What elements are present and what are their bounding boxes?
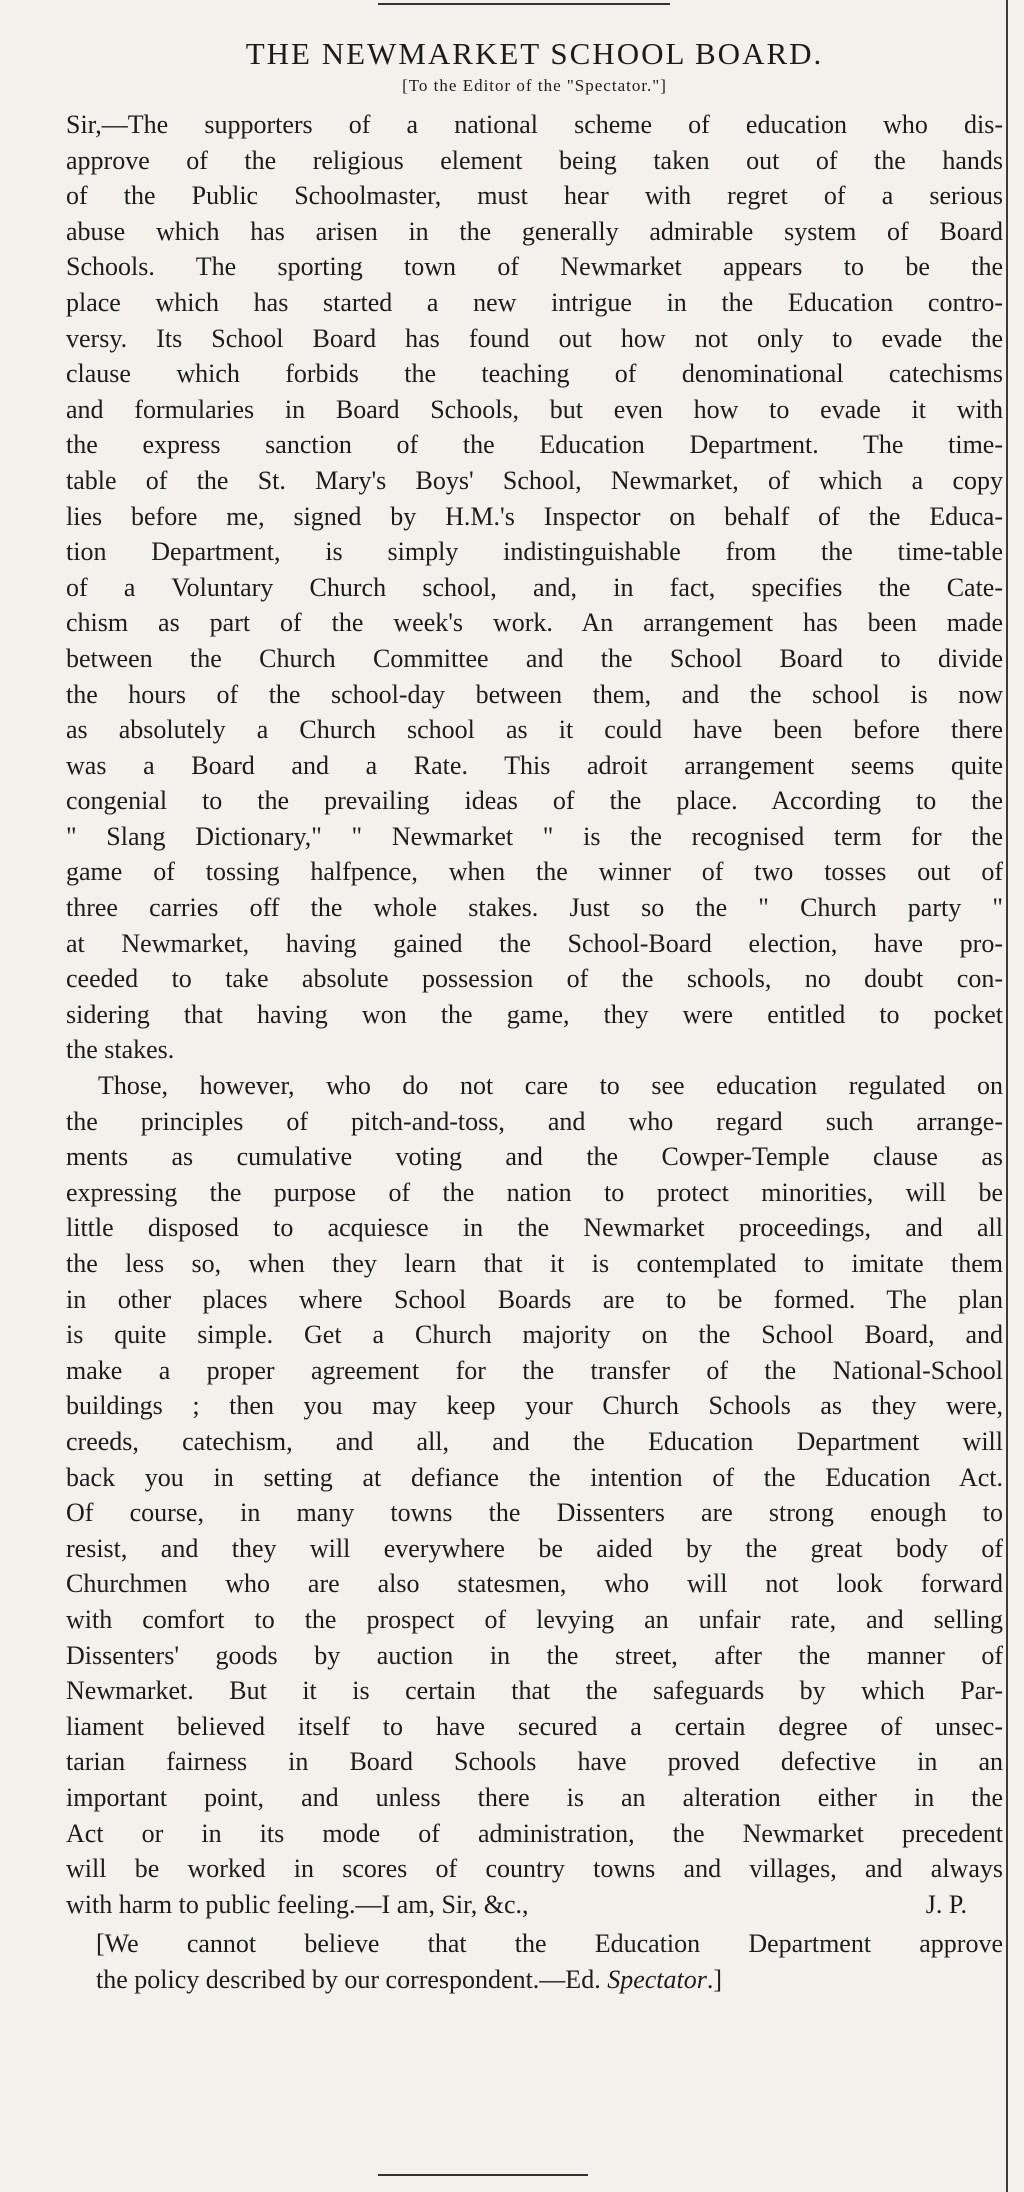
paragraph1-line: sidering that having won the game, they were entitled to pocket bbox=[66, 999, 1003, 1029]
paragraph1-line: abuse which has arisen in the generally admirable system of Board bbox=[66, 216, 1003, 246]
paragraph1-line: of a Voluntary Church school, and, in fact, specifies the Cate- bbox=[66, 572, 1003, 602]
paragraph2-line: Newmarket. But it is certain that the safeguards by which Par- bbox=[66, 1676, 1003, 1706]
paragraph1-line: between the Church Committee and the School Board to divide bbox=[66, 643, 1003, 673]
paragraph1-line: place which has started a new intrigue in the Education contro- bbox=[66, 287, 1003, 317]
paragraph1-line: congenial to the prevailing ideas of the place. According to the bbox=[66, 786, 1003, 816]
paragraph1-line: ceeded to take absolute possession of the schools, no doubt con- bbox=[66, 964, 1003, 994]
paragraph2-line: buildings ; then you may keep your Church Schools as they were, bbox=[66, 1391, 1003, 1421]
paragraph2-line: tarian fairness in Board Schools have proved defective in an bbox=[66, 1747, 1003, 1777]
paragraph2-line: make a proper agreement for the transfer of the National-School bbox=[66, 1355, 1003, 1385]
paragraph1-line: clause which forbids the teaching of denominational catechisms bbox=[66, 359, 1003, 389]
editor-note-line-2 bbox=[66, 1962, 1003, 1998]
paragraph-1 bbox=[66, 107, 1003, 1068]
paragraph1-line: Sir,—The supporters of a national scheme of education who dis- bbox=[66, 110, 1003, 139]
paragraph2-line: back you in setting at defiance the intention of the Education Act. bbox=[66, 1462, 1003, 1492]
editor-note-line-1: [We cannot believe that the Education Department approve bbox=[96, 1929, 1003, 1959]
paragraph2-line: creeds, catechism, and all, and the Education Department will bbox=[66, 1426, 1003, 1456]
paragraph2-line: Dissenters' goods by auction in the street, after the manner of bbox=[66, 1640, 1003, 1670]
paragraph2-line: Of course, in many towns the Dissenters are strong enough to bbox=[66, 1498, 1003, 1528]
editor-note-end: .] bbox=[706, 1964, 723, 1994]
paragraph1-line: lies before me, signed by H.M.'s Inspector on behalf of the Educa- bbox=[66, 501, 1003, 531]
paragraph2-line: is quite simple. Get a Church majority on the School Board, and bbox=[66, 1320, 1003, 1350]
paragraph1-line: chism as part of the week's work. An arrangement has been made bbox=[66, 608, 1003, 638]
article-body bbox=[66, 107, 1003, 1997]
signoff-text: with harm to public feeling.—I am, Sir, &c., bbox=[66, 1889, 529, 1919]
article-subhead: [To the Editor of the "Spectator."] bbox=[402, 76, 667, 95]
paragraph1-line: " Slang Dictionary," " Newmarket " is the recognised term for the bbox=[66, 821, 1003, 851]
paragraph1-line: as absolutely a Church school as it could have been before there bbox=[66, 715, 1003, 745]
signoff-initials: J. P. bbox=[925, 1889, 967, 1919]
paragraph1-line: at Newmarket, having gained the School-Board election, have pro- bbox=[66, 928, 1003, 958]
article-headline: THE NEWMARKET SCHOOL BOARD. bbox=[245, 36, 824, 71]
paragraph2-line: liament believed itself to have secured a certain degree of unsec- bbox=[66, 1711, 1003, 1741]
paragraph1-line: of the Public Schoolmaster, must hear with regret of a serious bbox=[66, 181, 1003, 211]
paragraph2-line: ments as cumulative voting and the Cowper-Temple clause as bbox=[66, 1142, 1003, 1172]
paragraph2-line: Act or in its mode of administration, the Newmarket precedent bbox=[66, 1818, 1003, 1848]
paragraph1-line: three carries off the whole stakes. Just so the " Church party " bbox=[66, 893, 1003, 923]
paragraph2-line: the less so, when they learn that it is contemplated to imitate them bbox=[66, 1249, 1003, 1278]
paragraph2-line: Those, however, who do not care to see education regulated on bbox=[98, 1071, 1003, 1101]
paragraph1-line: and formularies in Board Schools, but even how to evade it with bbox=[66, 394, 1003, 424]
paragraph2-line: with comfort to the prospect of levying an unfair rate, and selling bbox=[66, 1604, 1003, 1634]
paragraph2-line: little disposed to acquiesce in the Newmarket proceedings, and all bbox=[66, 1213, 1003, 1243]
paragraph2-line: the principles of pitch-and-toss, and who regard such arrange- bbox=[66, 1106, 1003, 1136]
paragraph2-line: important point, and unless there is an alteration either in the bbox=[66, 1782, 1003, 1812]
paragraph1-line: approve of the religious element being taken out of the hands bbox=[66, 145, 1003, 175]
paragraph1-line: versy. Its School Board has found out how not only to evade the bbox=[66, 323, 1003, 353]
paragraph1-line: the stakes. bbox=[66, 1035, 175, 1065]
paragraph2-line: expressing the purpose of the nation to protect minorities, will be bbox=[66, 1177, 1003, 1207]
paragraph1-line: tion Department, is simply indistinguishable from the time-table bbox=[66, 537, 1003, 567]
bottom-rule bbox=[378, 2174, 588, 2176]
paragraph1-line: game of tossing halfpence, when the winner of two tosses out of bbox=[66, 857, 1003, 887]
paragraph1-line: was a Board and a Rate. This adroit arrangement seems quite bbox=[66, 750, 1003, 780]
article-column bbox=[66, 36, 1003, 1997]
paragraph2-line: resist, and they will everywhere be aided by the great body of bbox=[66, 1533, 1003, 1563]
paragraph1-line: the hours of the school-day between them, and the school is now bbox=[66, 679, 1003, 709]
paragraph1-line: table of the St. Mary's Boys' School, Newmarket, of which a copy bbox=[66, 465, 1003, 495]
top-rule bbox=[378, 3, 670, 5]
editor-note bbox=[66, 1926, 1003, 1997]
paragraph1-line: Schools. The sporting town of Newmarket appears to be the bbox=[66, 252, 1003, 282]
paragraph-2 bbox=[66, 1068, 1003, 1887]
editor-note-text: the policy described by our correspondent.—Ed. bbox=[96, 1964, 601, 1994]
paragraph2-line: Churchmen who are also statesmen, who will not look forward bbox=[66, 1569, 1003, 1599]
column-rule-right bbox=[1006, 0, 1008, 2192]
paragraph2-line: will be worked in scores of country towns and villages, and always bbox=[66, 1854, 1003, 1884]
signoff-line bbox=[66, 1887, 1003, 1923]
paragraph1-line: the express sanction of the Education Department. The time- bbox=[66, 430, 1003, 460]
editor-note-publication: Spectator bbox=[607, 1964, 707, 1994]
paragraph2-line: in other places where School Boards are to be formed. The plan bbox=[66, 1284, 1003, 1314]
